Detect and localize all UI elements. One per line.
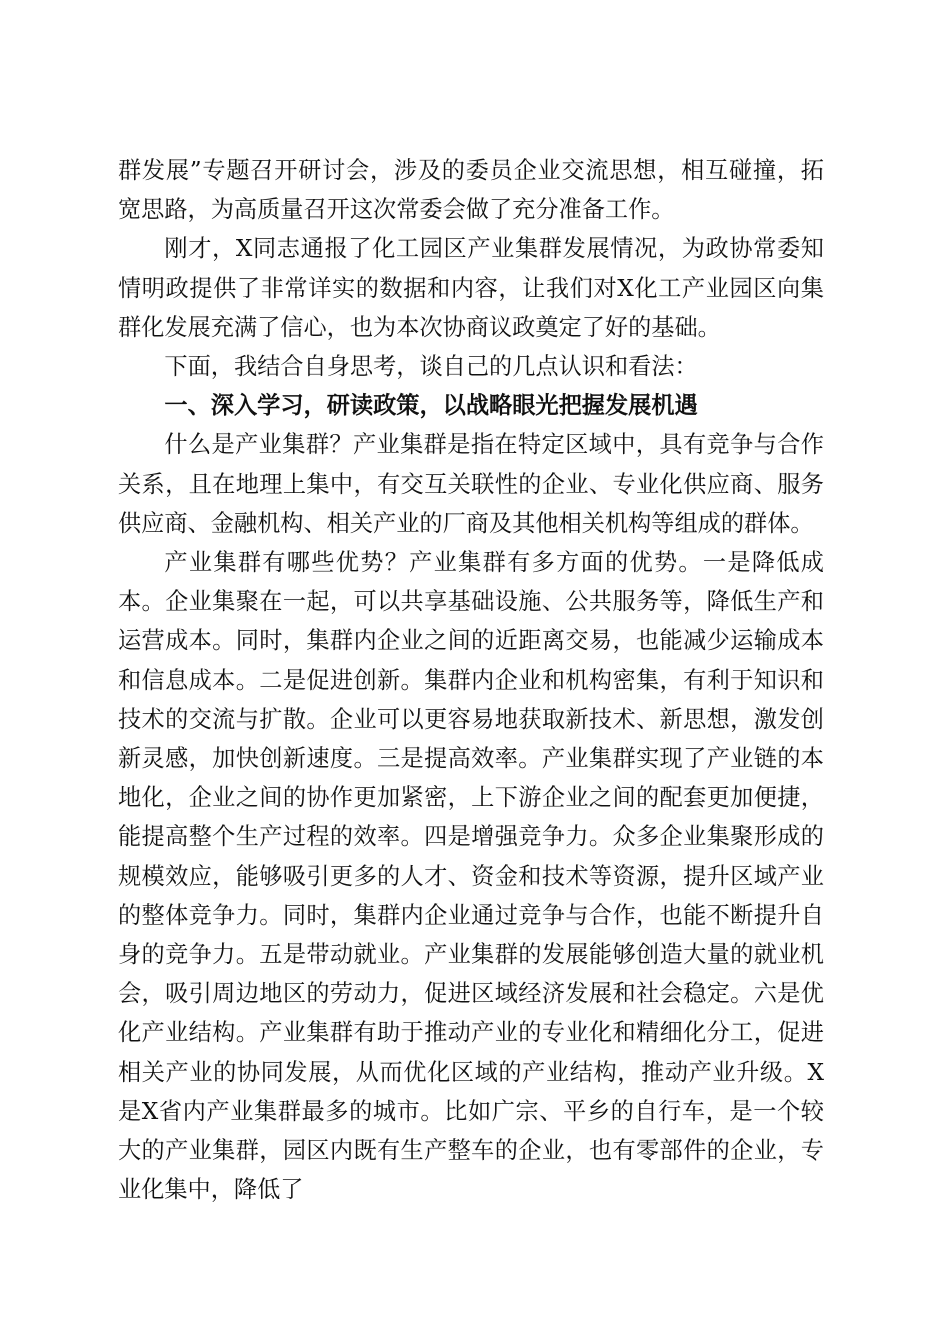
paragraph-report-summary: 刚才，X同志通报了化工园区产业集群发展情况，为政协常委知情明政提供了非常详实的数据和内容，让我们对X化工产业园区向集群化发展充满了信心，也为本次协商议政奠定了好的基础。 (118, 235, 824, 341)
paragraph-definition: 什么是产业集群？产业集群是指在特定区域中，具有竞争与合作关系，且在地理上集中，有交互关联性的企业、专业化供应商、服务供应商、金融机构、相关产业的厂商及其他相关机构等组成的群体。 (118, 431, 824, 537)
paragraph-continued: 群发展”专题召开研讨会，涉及的委员企业交流思想，相互碰撞，拓宽思路，为高质量召开这次常委会做了充分准备工作。 (118, 157, 824, 224)
section-heading-1: 一、深入学习，研读政策，以战略眼光把握发展机遇 (164, 392, 698, 420)
paragraph-advantages: 产业集群有哪些优势？产业集群有多方面的优势。一是降低成本。企业集聚在一起，可以共享基础设施、公共服务等，降低生产和运营成本。同时，集群内企业之间的近距离交易，也能减少运输成本和信息成本。二是促进创新。集群内企业和机构密集，有利于知识和技术的交流与扩散。企业可以更容易地获取新技术、新思想，激发创新灵感，加快创新速度。三是提高效率。产业集群实现了产业链的本地化，企业之间的协作更加紧密，上下游企业之间的配套更加便捷，能提高整个生产过程的效率。四是增强竞争力。众多企业集聚形成的规模效应，能够吸引更多的人才、资金和技术等资源，提升区域产业的整体竞争力。同时，集群内企业通过竞争与合作，也能不断提升自身的竞争力。五是带动就业。产业集群的发展能够创造大量的就业机会，吸引周边地区的劳动力，促进区域经济发展和社会稳定。六是优化产业结构。产业集群有助于推动产业的专业化和精细化分工，促进相关产业的协同发展，从而优化区域的产业结构，推动产业升级。X是X省内产业集群最多的城市。比如广宗、平乡的自行车，是一个较大的产业集群，园区内既有生产整车的企业，也有零部件的企业，专业化集中，降低了 (118, 549, 824, 1204)
paragraph-intro: 下面，我结合自身思考，谈自己的几点认识和看法： (164, 353, 698, 381)
document-body (118, 151, 824, 1209)
